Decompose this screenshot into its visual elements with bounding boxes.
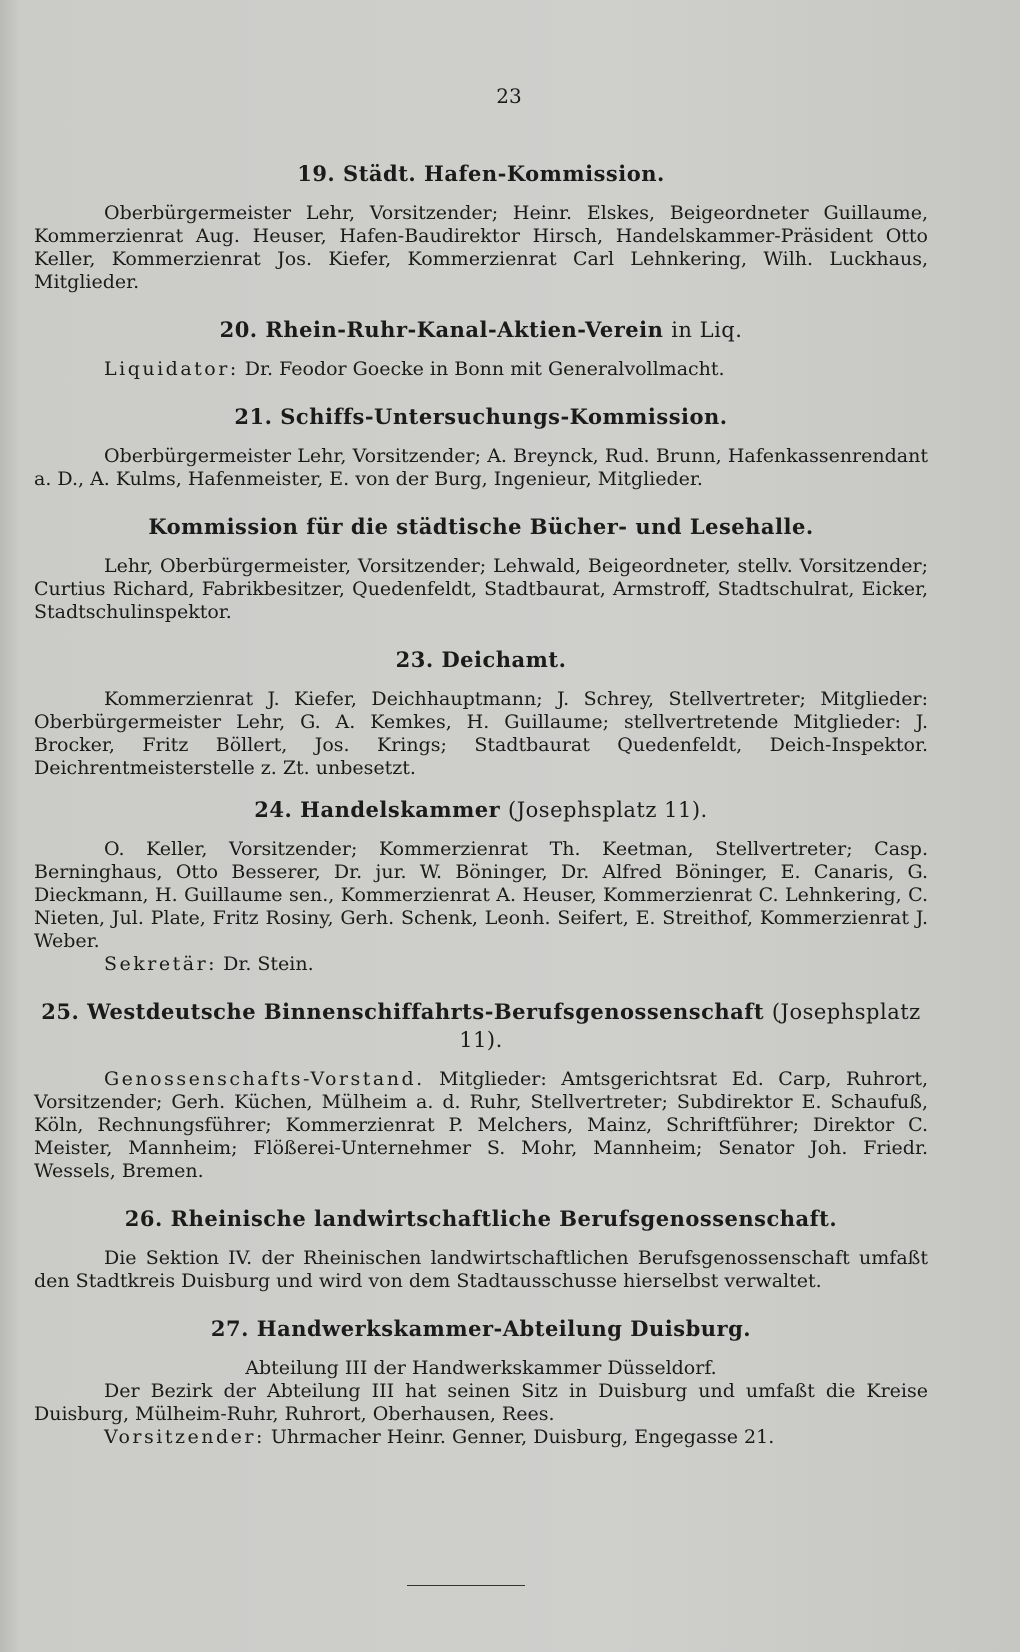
section-text [34, 358, 928, 381]
section-heading: 27. Handwerkskammer-Abteilung Duisburg. [210, 1316, 752, 1341]
section-text: Die Sektion IV. der Rheinischen landwirtschaftlichen Berufsgenossenschaft umfaßt den Stadtkreis Duisburg und wird von dem Stadtausschusse hierselbst verwaltet. [34, 1247, 928, 1292]
board-text: Mitglieder: Amtsgerichtsrat Ed. Carp, Ruhrort, Vorsitzender; Gerh. Küchen, Mülheim a. d. Ruhr, Stellvertreter; Subdirektor E. Schaufuß, Köln, Rechnungsführer; Kommerzienrat P. Melchers, Mainz, Schriftführer; Direktor C. Meister, Mannheim; Flößerei-Unternehmer S. Mohr, Mannheim; Senator Joh. Friedr. Wessels, Bremen. [34, 1068, 928, 1182]
page-number: 23 [496, 84, 522, 108]
section-24 [34, 796, 928, 976]
section-text: Kommerzienrat J. Kiefer, Deichhauptmann; J. Schrey, Stellvertreter; Mitglieder: Oberbürgermeister Lehr, G. A. Kemkes, H. Guillaume; stellvertretende Mitglieder: J. Brocker, Fritz Böllert, Jos. Krings; Stadtbaurat Quedenfeldt, Deich-Inspektor. Deichrentmeisterstelle z. Zt. unbesetzt. [34, 688, 928, 779]
chair-name: Uhrmacher Heinr. Genner, Duisburg, Engegasse 21. [270, 1426, 775, 1448]
section-heading: 19. Städt. Hafen-Kommission. [297, 161, 665, 186]
section-25 [34, 998, 928, 1183]
section-heading [34, 316, 928, 344]
section-text: Lehr, Oberbürgermeister, Vorsitzender; Lehwald, Beigeordneter, stellv. Vorsitzender; Curtius Richard, Fabrikbesitzer, Quedenfeldt, Stadtbaurat, Armstroff, Stadtschulrat, Eicker, Stadtschulinspektor. [34, 555, 928, 623]
label-liquidator: Liquidator: [104, 358, 239, 380]
heading-suffix: in Liq. [671, 318, 743, 342]
section-subheading: Abteilung III der Handwerkskammer Düsseldorf. [245, 1357, 717, 1379]
section-text: O. Keller, Vorsitzender; Kommerzienrat Th. Keetman, Stellvertreter; Casp. Berninghaus, Otto Besserer, Dr. jur. W. Böninger, Dr. Alfred Böninger, E. Canaris, G. Dieckmann, H. Guillaume sen., Kommerzienrat A. Heuser, Kommerzienrat C. Lehnkering, C. Nieten, Jul. Plate, Fritz Rosiny, Gerh. Schenk, Leonh. Seifert, E. Streithof, Kommerzienrat J. Weber. [34, 838, 928, 952]
section-text [34, 1068, 928, 1183]
section-heading: 21. Schiffs-Untersuchungs-Kommission. [234, 404, 728, 429]
section-heading: Kommission für die städtische Bücher- und Lesehalle. [148, 514, 814, 539]
label-chair: Vorsitzender: [104, 1426, 265, 1448]
heading-title: 20. Rhein-Ruhr-Kanal-Aktien-Verein [219, 317, 664, 342]
chair-line [34, 1426, 928, 1449]
section-26 [34, 1205, 928, 1293]
section-heading: 23. Deichamt. [395, 647, 567, 672]
section-text: Der Bezirk der Abteilung III hat seinen Sitz in Duisburg und umfaßt die Kreise Duisburg, Mülheim-Ruhr, Ruhrort, Oberhausen, Rees. [34, 1380, 928, 1425]
secretary-line [34, 953, 928, 976]
liquidator-text: Dr. Feodor Goecke in Bonn mit Generalvollmacht. [244, 358, 725, 380]
section-23 [34, 646, 928, 780]
label-board: Genossenschafts-Vorstand. [104, 1068, 425, 1090]
heading-title: 24. Handelskammer [254, 797, 501, 822]
section-heading [34, 796, 928, 824]
bottom-rule [407, 1585, 525, 1586]
heading-suffix: (Josephsplatz 11). [508, 798, 708, 822]
section-19 [34, 160, 928, 294]
section-20 [34, 316, 928, 381]
heading-title: 25. Westdeutsche Binnenschiffahrts-Berufsgenossenschaft [41, 999, 765, 1024]
section-text: Oberbürgermeister Lehr, Vorsitzender; A. Breynck, Rud. Brunn, Hafenkassenrendant a. D., A. Kulms, Hafenmeister, E. von der Burg, Ingenieur, Mitglieder. [34, 445, 928, 490]
heading-suffix: (Josephsplatz 11). [459, 1000, 921, 1052]
label-secretary: Sekretär: [104, 953, 218, 975]
secretary-name: Dr. Stein. [223, 953, 314, 975]
section-text: Oberbürgermeister Lehr, Vorsitzender; Heinr. Elskes, Beigeordneter Guillaume, Kommerzienrat Aug. Heuser, Hafen-Baudirektor Hirsch, Handelskammer-Präsident Otto Keller, Kommerzienrat Jos. Kiefer, Kommerzienrat Carl Lehnkering, Wilh. Luckhaus, Mitglieder. [34, 202, 928, 293]
section-21 [34, 403, 928, 491]
section-heading: 26. Rheinische landwirtschaftliche Berufsgenossenschaft. [124, 1206, 838, 1231]
section-library [34, 513, 928, 624]
section-heading [34, 998, 928, 1054]
section-27 [34, 1315, 928, 1449]
